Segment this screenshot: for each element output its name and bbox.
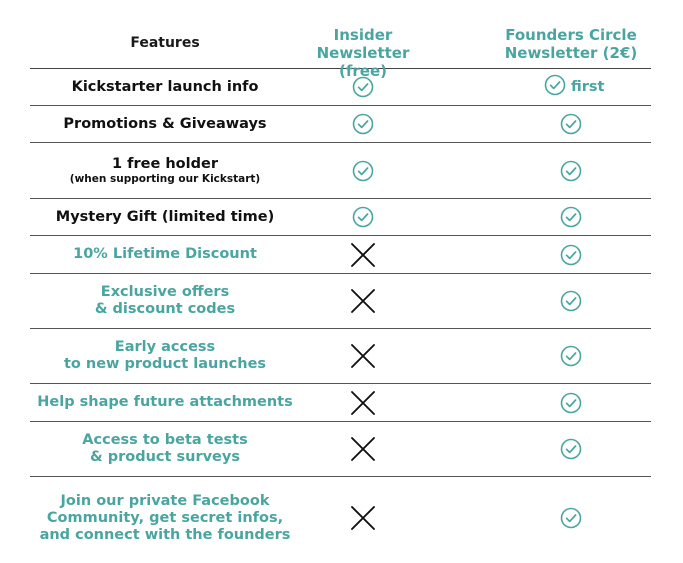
table-row xyxy=(30,477,651,559)
header-line: Insider Newsletter xyxy=(316,26,410,62)
feature-label-line: Community, get secret infos, xyxy=(46,509,284,526)
table-row xyxy=(30,143,651,199)
feature-label-line: Help shape future attachments xyxy=(37,394,293,410)
table-row xyxy=(30,236,651,274)
first-label: first xyxy=(571,79,605,95)
feature-label-line: Early access xyxy=(114,339,216,355)
feature-label-line: & product surveys xyxy=(90,449,240,465)
cross-icon xyxy=(350,288,376,314)
check-circle-icon xyxy=(352,113,374,135)
feature-label xyxy=(30,329,300,383)
feature-label-line: Kickstarter launch info xyxy=(71,78,259,95)
check-circle-icon xyxy=(560,160,582,182)
first-indicator xyxy=(544,74,604,100)
feature-label-line: 10% Lifetime Discount xyxy=(73,246,257,262)
founders-circle-header xyxy=(496,26,646,62)
check-circle-icon xyxy=(560,113,582,135)
header-line: (free) xyxy=(339,62,387,80)
feature-label-line: Mystery Gift (limited time) xyxy=(55,208,275,225)
cross-icon xyxy=(350,436,376,462)
feature-label xyxy=(30,143,300,198)
comparison-table xyxy=(30,0,651,559)
cross-icon xyxy=(350,390,376,416)
header-line: Newsletter (2€) xyxy=(504,44,638,62)
features-header: Features xyxy=(130,35,200,51)
feature-label xyxy=(30,422,300,476)
feature-label xyxy=(30,384,300,421)
feature-label xyxy=(30,236,300,273)
table-body xyxy=(30,69,651,559)
check-circle-icon xyxy=(544,74,566,100)
table-row xyxy=(30,199,651,236)
check-circle-icon xyxy=(560,206,582,228)
table-row xyxy=(30,329,651,384)
check-circle-icon xyxy=(560,392,582,414)
table-row xyxy=(30,384,651,422)
feature-label-line: Promotions & Giveaways xyxy=(63,115,267,132)
check-circle-icon xyxy=(352,160,374,182)
check-circle-icon xyxy=(560,290,582,312)
feature-label-line: & discount codes xyxy=(94,301,236,317)
feature-label xyxy=(30,199,300,235)
feature-label-line: and connect with the founders xyxy=(39,526,291,543)
feature-label xyxy=(30,477,300,559)
table-row xyxy=(30,422,651,477)
cross-icon xyxy=(350,343,376,369)
header-line: Founders Circle xyxy=(505,26,637,44)
table-header xyxy=(30,0,651,80)
check-circle-icon xyxy=(560,345,582,367)
table-row xyxy=(30,69,651,106)
feature-label-line: 1 free holder xyxy=(112,155,218,172)
feature-label-line: to new product launches xyxy=(63,356,267,372)
feature-label xyxy=(30,274,300,328)
feature-sublabel: (when supporting our Kickstart) xyxy=(69,172,261,185)
cross-icon xyxy=(350,505,376,531)
table-row xyxy=(30,274,651,329)
feature-label-line: Join our private Facebook xyxy=(60,492,270,509)
feature-label xyxy=(30,106,300,142)
check-circle-icon xyxy=(560,507,582,529)
check-circle-icon xyxy=(352,206,374,228)
table-row xyxy=(30,106,651,143)
feature-label-line: Access to beta tests xyxy=(82,432,248,448)
check-circle-icon xyxy=(352,76,374,98)
check-circle-icon xyxy=(560,438,582,460)
feature-label-line: Exclusive offers xyxy=(100,284,230,300)
check-circle-icon xyxy=(560,244,582,266)
cross-icon xyxy=(350,242,376,268)
feature-label xyxy=(30,69,300,105)
